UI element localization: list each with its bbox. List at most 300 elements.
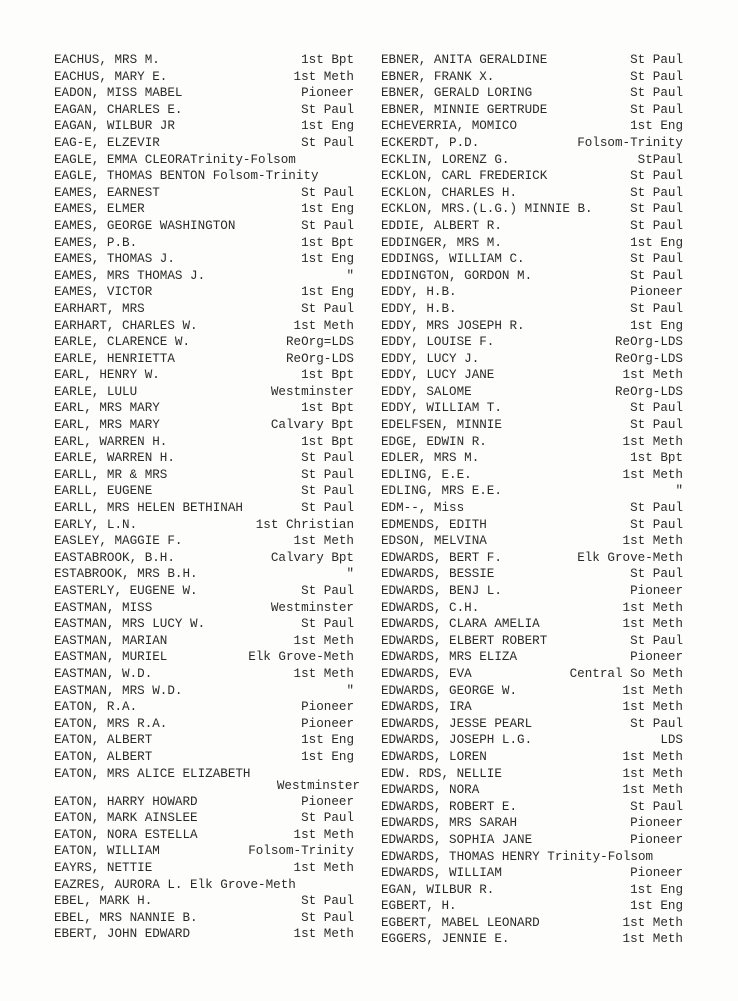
directory-entry <box>54 102 354 119</box>
directory-entry <box>381 102 683 119</box>
directory-entry <box>54 583 354 600</box>
entry-church: St Paul <box>630 633 683 648</box>
entry-name: EDWARDS, BERT F. <box>381 550 502 565</box>
entry-church: 1st Eng <box>301 749 354 764</box>
directory-entry <box>54 483 354 500</box>
directory-entry <box>54 683 354 700</box>
entry-name: EARL, MRS MARY <box>54 401 160 416</box>
entry-church: 1st Eng <box>630 235 683 250</box>
directory-entry <box>381 434 683 451</box>
entry-church: Pioneer <box>301 700 354 715</box>
entry-name: EASTERLY, EUGENE W. <box>54 584 198 598</box>
entry-church: 1st Meth <box>293 666 354 681</box>
entry-church: Elk Grove-Meth <box>577 550 683 565</box>
entry-name: EDWARDS, IRA <box>381 700 472 715</box>
entry-name: ECKLON, CARL FREDERICK <box>381 169 548 184</box>
entry-name: ECKLIN, LORENZ G. <box>381 152 510 167</box>
entry-church: St Paul <box>301 894 354 909</box>
entry-church: LDS <box>660 733 683 748</box>
entry-church: ReOrg-LDS <box>285 351 354 366</box>
entry-name: EASLEY, MAGGIE F. <box>54 534 183 549</box>
entry-church: StPaul <box>637 152 683 167</box>
entry-church: 1st Eng <box>301 119 354 134</box>
entry-name: EDDINGS, WILLIAM C. <box>381 252 525 267</box>
entry-church: St Paul <box>301 617 354 632</box>
directory-entry <box>54 533 354 550</box>
directory-entry <box>381 699 683 716</box>
entry-name: EBERT, JOHN EDWARD <box>54 927 191 942</box>
entry-church: 1st Meth <box>293 69 354 84</box>
entry-church: St Paul <box>301 910 354 925</box>
entry-name: EATON, MRS ALICE ELIZABETH <box>54 766 251 781</box>
entry-name: EDWARDS, GEORGE W. <box>381 683 518 698</box>
entry-church: 1st Meth <box>622 600 683 615</box>
entry-name: EARL, WARREN H. <box>54 434 168 449</box>
directory-entry <box>381 931 683 948</box>
directory-entry <box>381 633 683 650</box>
entry-name: EATON, R.A. <box>54 700 138 715</box>
directory-entry <box>54 794 354 811</box>
directory-entry <box>54 517 354 534</box>
directory-entry <box>54 910 354 927</box>
entry-name: EARLY, L.N. <box>54 517 138 532</box>
entry-church: St Paul <box>301 301 354 316</box>
entry-name: EASTMAN, MISS <box>54 600 153 615</box>
entry-name: EAYRS, NETTIE <box>54 860 153 875</box>
entry-church: " <box>675 484 683 499</box>
entry-name: EASTMAN, MRS W.D. <box>54 683 183 698</box>
entry-church: St Paul <box>630 102 683 117</box>
directory-entry <box>381 716 683 733</box>
directory-entry <box>54 699 354 716</box>
entry-church: 1st Meth <box>622 783 683 798</box>
directory-entry <box>381 218 683 235</box>
directory-entry <box>54 85 354 102</box>
directory-entry <box>381 400 683 417</box>
entry-name: EGBERT, H. <box>381 899 457 914</box>
directory-entry <box>381 865 683 882</box>
entry-name: EASTMAN, MARIAN <box>54 633 168 648</box>
entry-name: EDDY, LOUISE F. <box>381 335 495 350</box>
entry-name: EDELFSEN, MINNIE <box>381 418 502 433</box>
directory-entry <box>54 649 354 666</box>
entry-name: EARLE, WARREN H. <box>54 451 175 466</box>
entry-name: EAMES, ELMER <box>54 202 145 217</box>
entry-name: EAGAN, WILBUR JR <box>54 119 175 134</box>
entry-church: 1st Bpt <box>301 53 354 67</box>
entry-church: 1st Meth <box>293 633 354 648</box>
directory-entry <box>381 749 683 766</box>
entry-church: Pioneer <box>301 716 354 731</box>
entry-name: EATON, MARK AINSLEE <box>54 811 198 826</box>
directory-entry <box>54 893 354 910</box>
entry-name: EARLE, LULU <box>54 384 138 399</box>
entry-name: EDDY, H.B. <box>381 285 457 300</box>
directory-entry <box>381 185 683 202</box>
directory-entry <box>381 649 683 666</box>
entry-name: ECKERDT, P.D. <box>381 135 480 150</box>
directory-entry <box>381 815 683 832</box>
directory-entry <box>54 218 354 235</box>
directory-entry <box>381 118 683 135</box>
entry-name: EDWARDS, JOSEPH L.G. <box>381 733 533 748</box>
directory-entry <box>381 367 683 384</box>
entry-name: EAMES, EARNEST <box>54 185 160 200</box>
entry-name: EDWARDS, BENJ L. <box>381 584 502 598</box>
entry-church: St Paul <box>301 185 354 200</box>
entry-church: 1st Eng <box>301 202 354 217</box>
directory-entry <box>381 384 683 401</box>
entry-church: Folsom-Trinity <box>577 135 683 150</box>
entry-church: St Paul <box>630 69 683 84</box>
entry-church: St Paul <box>630 169 683 184</box>
directory-entry <box>381 882 683 899</box>
entry-church: 1st Meth <box>293 534 354 549</box>
entry-name: EDDINGER, MRS M. <box>381 235 502 250</box>
directory-entry <box>381 69 683 86</box>
directory-entry <box>54 434 354 451</box>
entry-church: 1st Christian <box>255 517 354 532</box>
entry-church: Central So Meth <box>569 666 683 681</box>
directory-entry <box>54 810 354 827</box>
entry-church: 1st Bpt <box>301 401 354 416</box>
entry-church: Pioneer <box>630 584 683 598</box>
entry-name: ECKLON, CHARLES H. <box>381 185 518 200</box>
entry-church: Westminster <box>270 600 354 615</box>
entry-name: EAGLE, EMMA CLEORATrinity-Folsom <box>54 152 296 167</box>
entry-church: Pioneer <box>630 285 683 300</box>
entry-name: EDLING, E.E. <box>381 467 472 482</box>
entry-name: EASTMAN, MURIEL <box>54 650 168 665</box>
directory-entry <box>381 849 683 866</box>
entry-name: EBEL, MARK H. <box>54 894 153 909</box>
entry-church: 1st Meth <box>622 749 683 764</box>
directory-entry <box>381 351 683 368</box>
directory-entry <box>381 301 683 318</box>
entry-name: EAGAN, CHARLES E. <box>54 102 183 117</box>
entry-church: 1st Meth <box>622 434 683 449</box>
entry-church: " <box>346 268 354 283</box>
entry-church: St Paul <box>630 716 683 731</box>
directory-entry <box>381 832 683 849</box>
entry-church: 1st Meth <box>622 534 683 549</box>
entry-church: St Paul <box>630 185 683 200</box>
directory-entry <box>54 152 354 169</box>
entry-name: EASTMAN, MRS LUCY W. <box>54 617 206 632</box>
directory-entry <box>54 566 354 583</box>
directory-entry <box>381 135 683 152</box>
entry-name: EDDY, H.B. <box>381 301 457 316</box>
entry-name: EDWARDS, EVA <box>381 666 472 681</box>
entry-church: ReOrg-LDS <box>614 384 683 399</box>
entry-church: 1st Eng <box>301 252 354 267</box>
directory-entry <box>54 69 354 86</box>
entry-name: EATON, NORA ESTELLA <box>54 827 198 842</box>
entry-name: EDM--, Miss <box>381 501 465 516</box>
directory-entry <box>54 550 354 567</box>
directory-entry <box>54 235 354 252</box>
directory-entry <box>381 550 683 567</box>
entry-name: EDWARDS, SOPHIA JANE <box>381 832 533 847</box>
entry-church: 1st Bpt <box>301 434 354 449</box>
entry-church: St Paul <box>301 584 354 598</box>
entry-church: 1st Eng <box>630 899 683 914</box>
entry-name: EDDY, SALOME <box>381 384 472 399</box>
directory-entry <box>54 633 354 650</box>
entry-church: " <box>346 567 354 582</box>
entry-church: St Paul <box>301 501 354 516</box>
directory-entry <box>381 782 683 799</box>
entry-name: EDDIE, ALBERT R. <box>381 218 502 233</box>
entry-church: 1st Eng <box>301 733 354 748</box>
entry-church: 1st Meth <box>622 617 683 632</box>
entry-name: EDW. RDS, NELLIE <box>381 766 502 781</box>
entry-church: 1st Bpt <box>630 451 683 466</box>
entry-name: EDWARDS, LOREN <box>381 749 487 764</box>
entry-church: St Paul <box>630 252 683 267</box>
entry-name: EDWARDS, CLARA AMELIA <box>381 617 540 632</box>
left-column <box>54 52 360 943</box>
entry-name: EDWARDS, MRS ELIZA <box>381 650 518 665</box>
entry-name: EDSON, MELVINA <box>381 534 487 549</box>
directory-entry <box>54 766 360 794</box>
directory-entry <box>381 85 683 102</box>
entry-name: EARLE, CLARENCE W. <box>54 335 191 350</box>
entry-name: EARLE, HENRIETTA <box>54 351 175 366</box>
entry-church: St Paul <box>630 86 683 101</box>
entry-name: EASTMAN, W.D. <box>54 666 153 681</box>
entry-name: EDDY, WILLIAM T. <box>381 401 502 416</box>
entry-church: Pioneer <box>301 794 354 809</box>
entry-name: EAMES, P.B. <box>54 235 138 250</box>
entry-name: EDWARDS, BESSIE <box>381 567 495 582</box>
entry-church: 1st Eng <box>630 119 683 134</box>
directory-entry <box>54 860 354 877</box>
entry-name: EDDY, LUCY J. <box>381 351 480 366</box>
entry-church: St Paul <box>301 811 354 826</box>
entry-name: EDWARDS, ELBERT ROBERT <box>381 633 548 648</box>
entry-church: 1st Meth <box>622 368 683 383</box>
entry-church: 1st Meth <box>622 683 683 698</box>
directory-entry <box>54 827 354 844</box>
directory-entry <box>381 152 683 169</box>
entry-name: EBNER, ANITA GERALDINE <box>381 53 548 67</box>
entry-name: EBNER, FRANK X. <box>381 69 495 84</box>
entry-church: Westminster <box>276 778 360 793</box>
entry-name: EDWARDS, C.H. <box>381 600 480 615</box>
entry-church: St Paul <box>630 53 683 67</box>
entry-church: St Paul <box>630 301 683 316</box>
directory-entry <box>54 168 354 185</box>
entry-church: 1st Meth <box>622 700 683 715</box>
entry-church: St Paul <box>630 501 683 516</box>
entry-church: Pioneer <box>630 866 683 881</box>
directory-entry <box>381 334 683 351</box>
entry-church: 1st Bpt <box>301 235 354 250</box>
entry-church: St Paul <box>630 517 683 532</box>
entry-church: St Paul <box>630 799 683 814</box>
directory-entry <box>54 600 354 617</box>
entry-name: ECKLON, MRS.(L.G.) MINNIE B. <box>381 202 593 217</box>
directory-entry <box>381 583 683 600</box>
entry-church: 1st Bpt <box>301 368 354 383</box>
entry-church: Pioneer <box>630 832 683 847</box>
entry-name: EAMES, VICTOR <box>54 285 153 300</box>
entry-name: EARLL, EUGENE <box>54 484 153 499</box>
entry-church: Calvary Bpt <box>270 550 354 565</box>
directory-entry <box>54 118 354 135</box>
entry-name: EGBERT, MABEL LEONARD <box>381 915 540 930</box>
entry-church: 1st Meth <box>293 318 354 333</box>
directory-entry <box>381 500 683 517</box>
entry-name: EASTABROOK, B.H. <box>54 550 175 565</box>
directory-entry <box>381 799 683 816</box>
directory-entry <box>381 235 683 252</box>
directory-entry <box>54 251 354 268</box>
directory-entry <box>54 301 354 318</box>
entry-name: EARHART, MRS <box>54 301 145 316</box>
entry-church: ReOrg=LDS <box>285 335 354 350</box>
entry-name: EBEL, MRS NANNIE B. <box>54 910 198 925</box>
entry-church: Pioneer <box>301 86 354 101</box>
directory-entry <box>381 52 683 69</box>
entry-church: St Paul <box>301 484 354 499</box>
entry-name: EDLER, MRS M. <box>381 451 480 466</box>
directory-entry <box>381 766 683 783</box>
entry-name: EDDY, MRS JOSEPH R. <box>381 318 525 333</box>
entry-church: 1st Meth <box>622 766 683 781</box>
entry-church: St Paul <box>630 202 683 217</box>
directory-entry <box>381 566 683 583</box>
entry-church: St Paul <box>630 567 683 582</box>
entry-name: EGAN, WILBUR R. <box>381 882 495 897</box>
entry-church: St Paul <box>301 218 354 233</box>
entry-church: 1st Eng <box>630 318 683 333</box>
entry-name: EACHUS, MARY E. <box>54 69 168 84</box>
entry-church: St Paul <box>630 418 683 433</box>
entry-church: Westminster <box>270 384 354 399</box>
directory-entry <box>381 533 683 550</box>
entry-name: EATON, ALBERT <box>54 749 153 764</box>
directory-entry <box>381 168 683 185</box>
directory-entry <box>54 201 354 218</box>
entry-church: 1st Meth <box>293 927 354 942</box>
entry-church: Calvary Bpt <box>270 418 354 433</box>
directory-entry <box>54 268 354 285</box>
entry-name: EDGE, EDWIN R. <box>381 434 487 449</box>
entry-church: Elk Grove-Meth <box>248 650 354 665</box>
directory-entry <box>54 367 354 384</box>
entry-name: EADON, MISS MABEL <box>54 86 183 101</box>
entry-name: EARLL, MRS HELEN BETHINAH <box>54 501 243 516</box>
directory-entry <box>381 318 683 335</box>
directory-entry <box>381 251 683 268</box>
directory-entry <box>54 400 354 417</box>
entry-church: St Paul <box>301 467 354 482</box>
directory-entry <box>54 351 354 368</box>
entry-name: EGGERS, JENNIE E. <box>381 932 510 947</box>
directory-entry <box>381 666 683 683</box>
directory-entry <box>54 334 354 351</box>
directory-entry <box>54 843 354 860</box>
entry-name: EDWARDS, THOMAS HENRY Trinity-Folsom <box>381 849 654 864</box>
directory-entry <box>54 666 354 683</box>
directory-entry <box>54 135 354 152</box>
directory-entry <box>54 467 354 484</box>
directory-entry <box>381 483 683 500</box>
directory-entry <box>381 732 683 749</box>
entry-church: 1st Eng <box>301 285 354 300</box>
entry-name: EDWARDS, WILLIAM <box>381 866 502 881</box>
entry-name: EARL, MRS MARY <box>54 418 160 433</box>
directory-entry <box>54 926 354 943</box>
entry-name: EDWARDS, JESSE PEARL <box>381 716 533 731</box>
entry-name: ECHEVERRIA, MOMICO <box>381 119 518 134</box>
entry-name: EARLL, MR & MRS <box>54 467 168 482</box>
entry-name: EAMES, MRS THOMAS J. <box>54 268 206 283</box>
entry-church: St Paul <box>301 135 354 150</box>
directory-entry <box>54 732 354 749</box>
entry-name: EDWARDS, NORA <box>381 783 480 798</box>
entry-church: 1st Meth <box>622 915 683 930</box>
directory-entry <box>54 749 354 766</box>
directory-entry <box>381 450 683 467</box>
entry-name: EDLING, MRS E.E. <box>381 484 502 499</box>
entry-name: EARHART, CHARLES W. <box>54 318 198 333</box>
directory-entry <box>54 500 354 517</box>
entry-name: EBNER, MINNIE GERTRUDE <box>381 102 548 117</box>
directory-entry <box>54 284 354 301</box>
entry-name: EBNER, GERALD LORING <box>381 86 533 101</box>
entry-church: ReOrg-LDS <box>614 335 683 350</box>
entry-name: EDWARDS, MRS SARAH <box>381 816 518 831</box>
directory-entry <box>381 268 683 285</box>
entry-name: EDMENDS, EDITH <box>381 517 487 532</box>
directory-entry <box>381 898 683 915</box>
entry-church: St Paul <box>301 102 354 117</box>
entry-church: Pioneer <box>630 816 683 831</box>
entry-name: EATON, WILLIAM <box>54 844 160 859</box>
entry-church: St Paul <box>630 401 683 416</box>
directory-entry <box>54 318 354 335</box>
directory-entry <box>381 201 683 218</box>
entry-church: 1st Meth <box>293 860 354 875</box>
directory-entry <box>54 450 354 467</box>
entry-church: 1st Eng <box>630 882 683 897</box>
entry-name: EDDY, LUCY JANE <box>381 368 495 383</box>
entry-name: EACHUS, MRS M. <box>54 53 160 67</box>
entry-church: St Paul <box>301 451 354 466</box>
entry-church: St Paul <box>630 268 683 283</box>
directory-entry <box>54 52 354 69</box>
entry-church: 1st Meth <box>622 467 683 482</box>
entry-church: St Paul <box>630 218 683 233</box>
entry-church: " <box>346 683 354 698</box>
directory-entry <box>381 417 683 434</box>
entry-name: EDDINGTON, GORDON M. <box>381 268 533 283</box>
entry-church: Pioneer <box>630 650 683 665</box>
entry-name: EAMES, THOMAS J. <box>54 252 175 267</box>
directory-entry <box>54 417 354 434</box>
entry-church: 1st Meth <box>622 932 683 947</box>
entry-name: EATON, HARRY HOWARD <box>54 794 198 809</box>
entry-name: ESTABROOK, MRS B.H. <box>54 567 198 582</box>
directory-entry <box>54 616 354 633</box>
right-column <box>381 52 683 948</box>
entry-name: EATON, MRS R.A. <box>54 716 168 731</box>
directory-entry <box>54 185 354 202</box>
entry-church: 1st Meth <box>293 827 354 842</box>
